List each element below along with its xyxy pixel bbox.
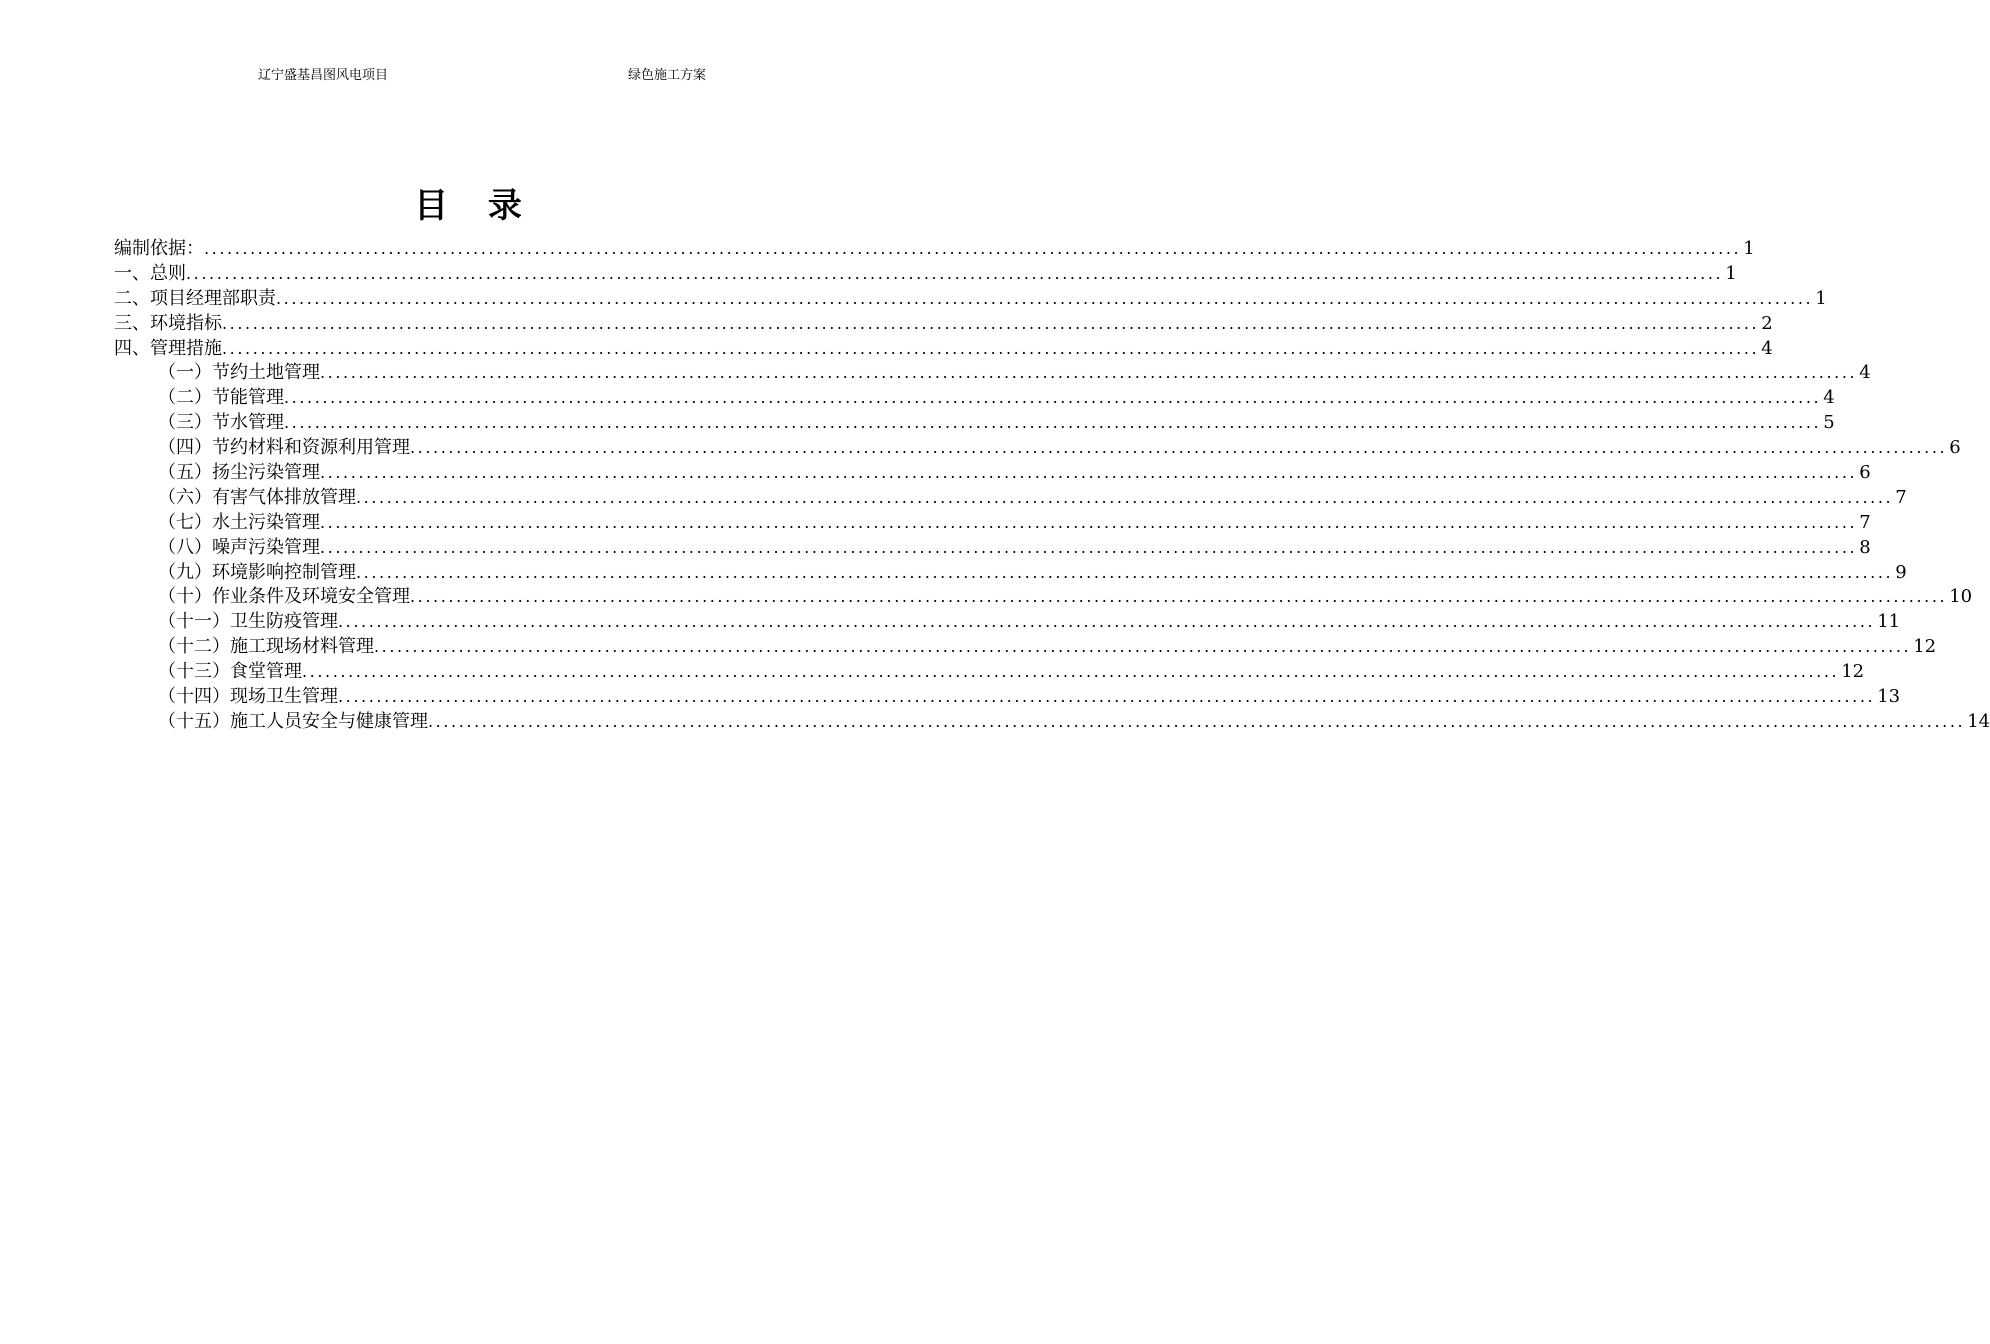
toc-entry[interactable] (114, 660, 1865, 685)
toc-dot-leader: ........................................................................................................................................................................................................ (186, 263, 1724, 283)
toc-entry-page-number: 4 (1859, 362, 1871, 384)
toc-entry-label: （七）水土污染管理 (158, 511, 320, 533)
toc-entry[interactable] (114, 411, 1835, 436)
toc-entry-label: （十）作业条件及环境安全管理 (158, 586, 410, 608)
toc-entry-page-number: 5 (1823, 412, 1835, 434)
toc-entry-label: （六）有害气体排放管理 (158, 486, 356, 508)
toc-entry-label: （十一）卫生防疫管理 (158, 611, 338, 633)
toc-dot-leader: ........................................................................................................................................................................................................ (276, 288, 1814, 308)
toc-dot-leader: ........................................................................................................................................................................................................ (222, 313, 1760, 333)
header-project-name: 辽宁盛基昌图风电项目 (258, 68, 389, 83)
toc-entry-page-number: 4 (1761, 337, 1773, 359)
toc-entry[interactable] (114, 337, 1773, 362)
toc-entry-label: （三）节水管理 (158, 412, 284, 434)
toc-dot-leader: ........................................................................................................................................................................................................ (284, 388, 1822, 408)
toc-entry[interactable] (114, 511, 1871, 536)
toc-entry[interactable] (114, 386, 1835, 411)
toc-dot-leader: ........................................................................................................................................................................................................ (410, 438, 1948, 458)
toc-entry[interactable] (114, 610, 1901, 635)
toc-entry-page-number: 9 (1895, 561, 1907, 583)
toc-entry[interactable] (114, 361, 1871, 386)
toc-entry-label: （一）节约土地管理 (158, 362, 320, 384)
toc-entry[interactable] (114, 486, 1907, 511)
toc-entry[interactable] (114, 237, 1755, 262)
toc-entry-page-number: 11 (1877, 611, 1901, 633)
toc-entry-label: 三、环境指标 (114, 312, 222, 334)
toc-dot-leader: ........................................................................................................................................................................................................ (320, 512, 1858, 532)
toc-entry-page-number: 8 (1859, 536, 1871, 558)
toc-dot-leader: ........................................................................................................................................................................................................ (222, 338, 1760, 358)
toc-entry-page-number: 14 (1967, 710, 1990, 732)
toc-entry[interactable] (114, 312, 1773, 337)
toc-entry-page-number: 6 (1949, 437, 1961, 459)
toc-entry[interactable] (114, 710, 1990, 735)
toc-dot-leader: ........................................................................................................................................................................................................ (338, 612, 1876, 632)
toc-dot-leader: ........................................................................................................................................................................................................ (338, 687, 1876, 707)
toc-entry[interactable] (114, 262, 1737, 287)
toc-dot-leader: ........................................................................................................................................................................................................ (320, 363, 1858, 383)
toc-entry-label: （八）噪声污染管理 (158, 536, 320, 558)
toc-entry[interactable] (114, 536, 1871, 561)
toc-entry-label: （十四）现场卫生管理 (158, 686, 338, 708)
toc-entry-label: （十三）食堂管理 (158, 661, 302, 683)
toc-dot-leader: ........................................................................................................................................................................................................ (356, 562, 1894, 582)
toc-dot-leader: ........................................................................................................................................................................................................ (302, 662, 1840, 682)
toc-entry-label: （二）节能管理 (158, 387, 284, 409)
toc-entry-label: 一、总则 (114, 262, 186, 284)
toc-entry-page-number: 1 (1815, 287, 1827, 309)
toc-entry[interactable] (114, 436, 1961, 461)
toc-title: 目 录 (414, 186, 536, 226)
toc-dot-leader: ........................................................................................................................................................................................................ (374, 637, 1912, 657)
toc-entry[interactable] (114, 287, 1827, 312)
toc-dot-leader: ........................................................................................................................................................................................................ (410, 587, 1948, 607)
toc-dot-leader: ........................................................................................................................................................................................................ (428, 711, 1966, 731)
toc-entry-page-number: 1 (1743, 238, 1755, 259)
table-of-contents (114, 237, 1990, 735)
toc-entry[interactable] (114, 461, 1871, 486)
toc-entry-page-number: 12 (1913, 636, 1937, 658)
toc-entry-label: （五）扬尘污染管理 (158, 462, 320, 484)
toc-entry-page-number: 10 (1949, 586, 1973, 608)
toc-entry-page-number: 7 (1859, 511, 1871, 533)
toc-dot-leader: ........................................................................................................................................................................................................ (356, 487, 1894, 507)
toc-entry-label: （十二）施工现场材料管理 (158, 636, 374, 658)
page-header (0, 64, 950, 84)
toc-entry-label: 二、项目经理部职责 (114, 287, 276, 309)
toc-entry-label: 编制依据： (114, 238, 204, 259)
toc-entry[interactable] (114, 635, 1937, 660)
toc-entry-page-number: 4 (1823, 387, 1835, 409)
toc-entry-label: （十五）施工人员安全与健康管理 (158, 710, 428, 732)
toc-dot-leader: ........................................................................................................................................................................................................ (320, 463, 1858, 483)
toc-dot-leader: ........................................................................................................................................................................................................ (204, 239, 1742, 258)
toc-dot-leader: ........................................................................................................................................................................................................ (284, 413, 1822, 433)
toc-entry[interactable] (114, 585, 1973, 610)
toc-entry-page-number: 1 (1725, 262, 1737, 284)
header-document-name: 绿色施工方案 (628, 68, 707, 83)
toc-entry-page-number: 13 (1877, 686, 1901, 708)
toc-entry-label: （四）节约材料和资源利用管理 (158, 437, 410, 459)
toc-entry-label: 四、管理措施 (114, 337, 222, 359)
toc-entry-page-number: 7 (1895, 486, 1907, 508)
toc-entry[interactable] (114, 561, 1907, 586)
toc-entry[interactable] (114, 685, 1901, 710)
toc-entry-page-number: 6 (1859, 462, 1871, 484)
toc-dot-leader: ........................................................................................................................................................................................................ (320, 537, 1858, 557)
toc-entry-page-number: 2 (1761, 312, 1773, 334)
toc-entry-label: （九）环境影响控制管理 (158, 561, 356, 583)
toc-entry-page-number: 12 (1841, 661, 1865, 683)
